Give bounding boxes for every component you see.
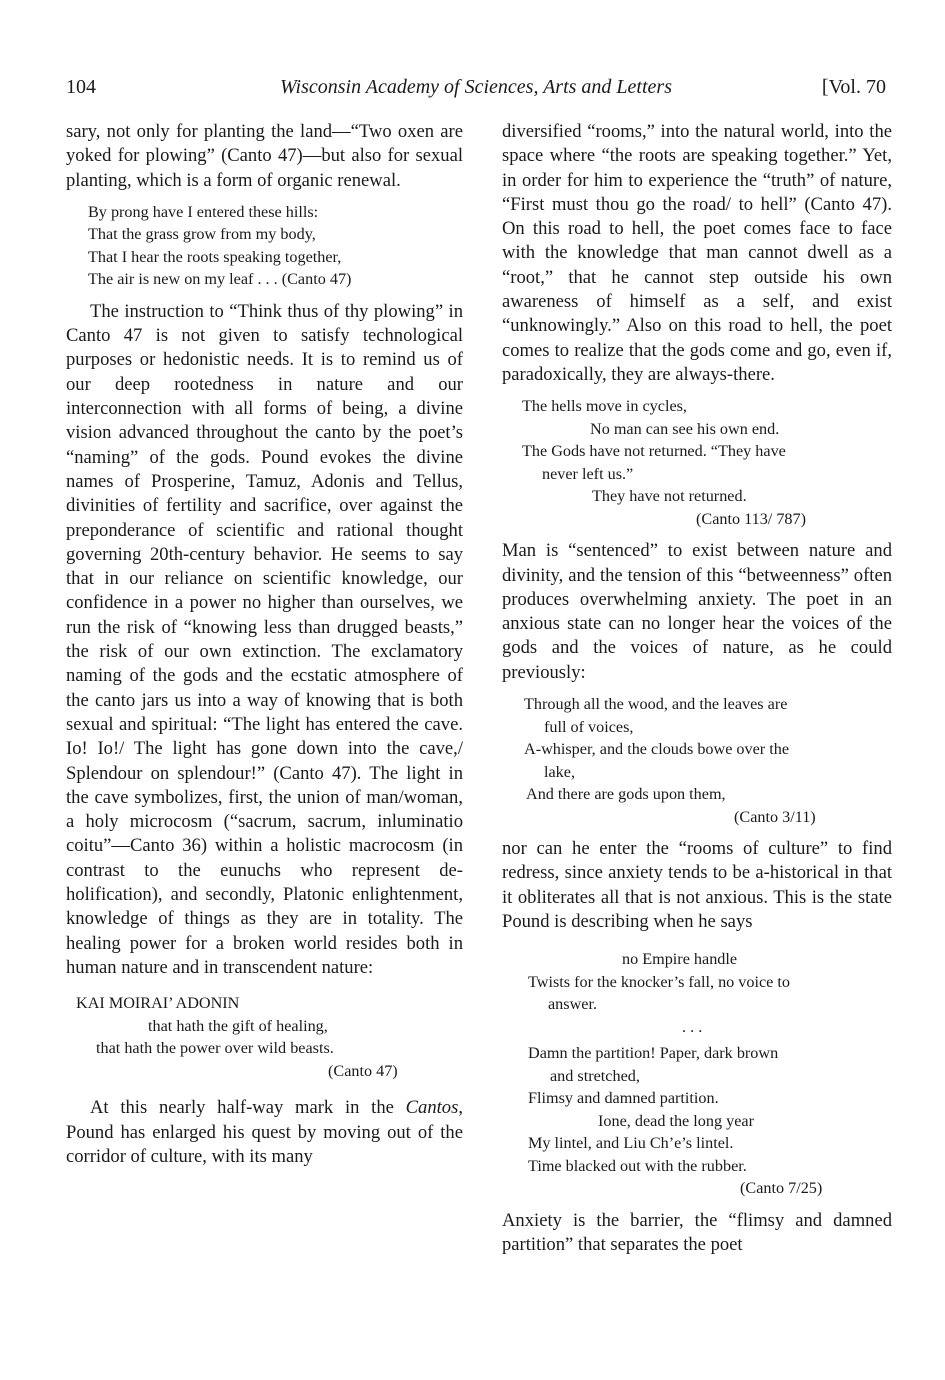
paragraph: The instruction to “Think thus of thy plowing” in Canto 47 is not given to satisfy technological purposes or hedonistic needs. It is to remind us of our deep rootedness in nature and our interconnection with all forms of being, a divine vision advanced throughout the canto by the poet’s “naming” of the gods. Pound evokes the divine names of Prosperine, Tamuz, Adonis and Tellus, divinities of fertility and sacrifice, over against the preponderance of scientific and rational thought governing 20th-century behavior. He seems to say that in our reliance on scientific knowledge, our confidence in a power no higher than ourselves, we run the risk of “knowing less than drugged beasts,” the risk of our own extinction. The exclamatory naming of the gods and the ecstatic atmosphere of the canto jars us into a way of knowing that is both sexual and spiritual: “The light has entered the cave. Io! Io!/ The light has gone down into the cave,/ Splendour on splendour!” (Canto 47). The light in the cave symbolizes, first, the union of man/woman, a holy microcosm (“sacrum, sacrum, inluminatio coitu”—Canto 36) within a holistic macrocosm (in contrast to the eunuchs who represent de-holification), and secondly, Platonic enlightenment, knowledge of things as they are in totality. The healing power for a broken world resides both in human nature and in transcendent nature:	[66, 300, 463, 978]
verse-line: And there are gods upon them,	[526, 785, 726, 804]
verse-line: That the grass grow from my body,	[88, 225, 316, 244]
verse-citation: (Canto 47)	[328, 1061, 398, 1080]
verse-citation: (Canto 7/25)	[740, 1179, 823, 1198]
running-header	[66, 72, 886, 102]
paragraph: Man is “sentenced” to exist between nature and divinity, and the tension of this “betweenness” often produces overwhelming anxiety. The poet in an anxious state can no longer hear the voices of the gods and the voices of nature, as he could previously:	[502, 540, 892, 683]
verse-line: that hath the power over wild beasts.	[96, 1039, 334, 1058]
verse-line: That I hear the roots speaking together,	[88, 247, 342, 266]
verse-line: KAI MOIRAI’ ADONIN	[76, 994, 240, 1013]
verse-line: no Empire handle	[622, 950, 738, 969]
verse-line: Twists for the knocker’s fall, no voice to	[528, 972, 791, 991]
verse-line: full of voices,	[544, 717, 634, 736]
journal-title: Wisconsin Academy of Sciences, Arts and Letters	[280, 76, 672, 98]
paragraph: diversified “rooms,” into the natural world, into the space where “the roots are speaking together.” Yet, in order for him to experience the “truth” of nature, “First must thou go the road/ to hell” (Canto 47). On this road to hell, the poet comes face to face with the knowledge that man cannot dwell as a “root,” that he cannot step outside his own awareness of himself as a self, and exist “unknowingly.” Also on this road to hell, the poet comes to realize that the gods come and go, even if, paradoxically, they are always-there.	[502, 121, 892, 385]
verse-line: They have not returned.	[592, 487, 747, 506]
verse-quote	[502, 395, 892, 530]
verse-line: By prong have I entered these hills:	[88, 202, 319, 221]
verse-line: Through all the wood, and the leaves are	[524, 695, 788, 714]
verse-line: Time blacked out with the rubber.	[528, 1156, 747, 1175]
verse-line: lake,	[544, 762, 576, 781]
volume-label: [Vol. 70	[821, 76, 886, 98]
verse-line: The hells move in cycles,	[522, 397, 687, 416]
verse-line: never left us.”	[542, 464, 634, 483]
verse-line: The air is new on my leaf . . . (Canto 47)	[88, 270, 352, 289]
verse-quote	[502, 948, 892, 1200]
paragraph: sary, not only for planting the land—“Two oxen are yoked for plowing” (Canto 47)—but also for sexual planting, which is a form of organic renewal.	[66, 121, 463, 191]
verse-line: Ione, dead the long year	[598, 1111, 754, 1130]
verse-line: answer.	[548, 995, 597, 1014]
verse-line: A-whisper, and the clouds bowe over the	[524, 740, 790, 759]
left-column	[66, 120, 463, 1169]
verse-quote	[502, 693, 892, 828]
verse-line: My lintel, and Liu Ch’e’s lintel.	[528, 1134, 734, 1153]
verse-citation: (Canto 113/ 787)	[696, 509, 807, 528]
verse-quote	[88, 201, 463, 291]
paragraph-cantos	[66, 1096, 463, 1169]
verse-line: and stretched,	[550, 1066, 640, 1085]
verse-ellipsis: . . .	[682, 1017, 703, 1036]
verse-line: The Gods have not returned. “They have	[522, 442, 786, 461]
verse-line: Flimsy and damned partition.	[528, 1089, 719, 1108]
verse-line: Damn the partition! Paper, dark brown	[528, 1044, 779, 1063]
verse-line: No man can see his own end.	[590, 419, 780, 438]
paragraph-text: At this nearly half-way mark in the Cantos, Pound has enlarged his quest by moving out of the corridor of culture, with its many	[66, 1097, 463, 1167]
verse-citation: (Canto 3/11)	[734, 807, 816, 826]
paragraph: nor can he enter the “rooms of culture” to find redress, since anxiety tends to be a-historical in that it obliterates all that is not anxious. This is the state Pound is describing when he says	[502, 838, 892, 932]
right-column	[502, 120, 892, 1257]
verse-quote	[66, 992, 463, 1082]
verse-line: that hath the gift of healing,	[148, 1016, 328, 1035]
page-number: 104	[66, 76, 96, 98]
paragraph: Anxiety is the barrier, the “flimsy and damned partition” that separates the poet	[502, 1209, 892, 1256]
